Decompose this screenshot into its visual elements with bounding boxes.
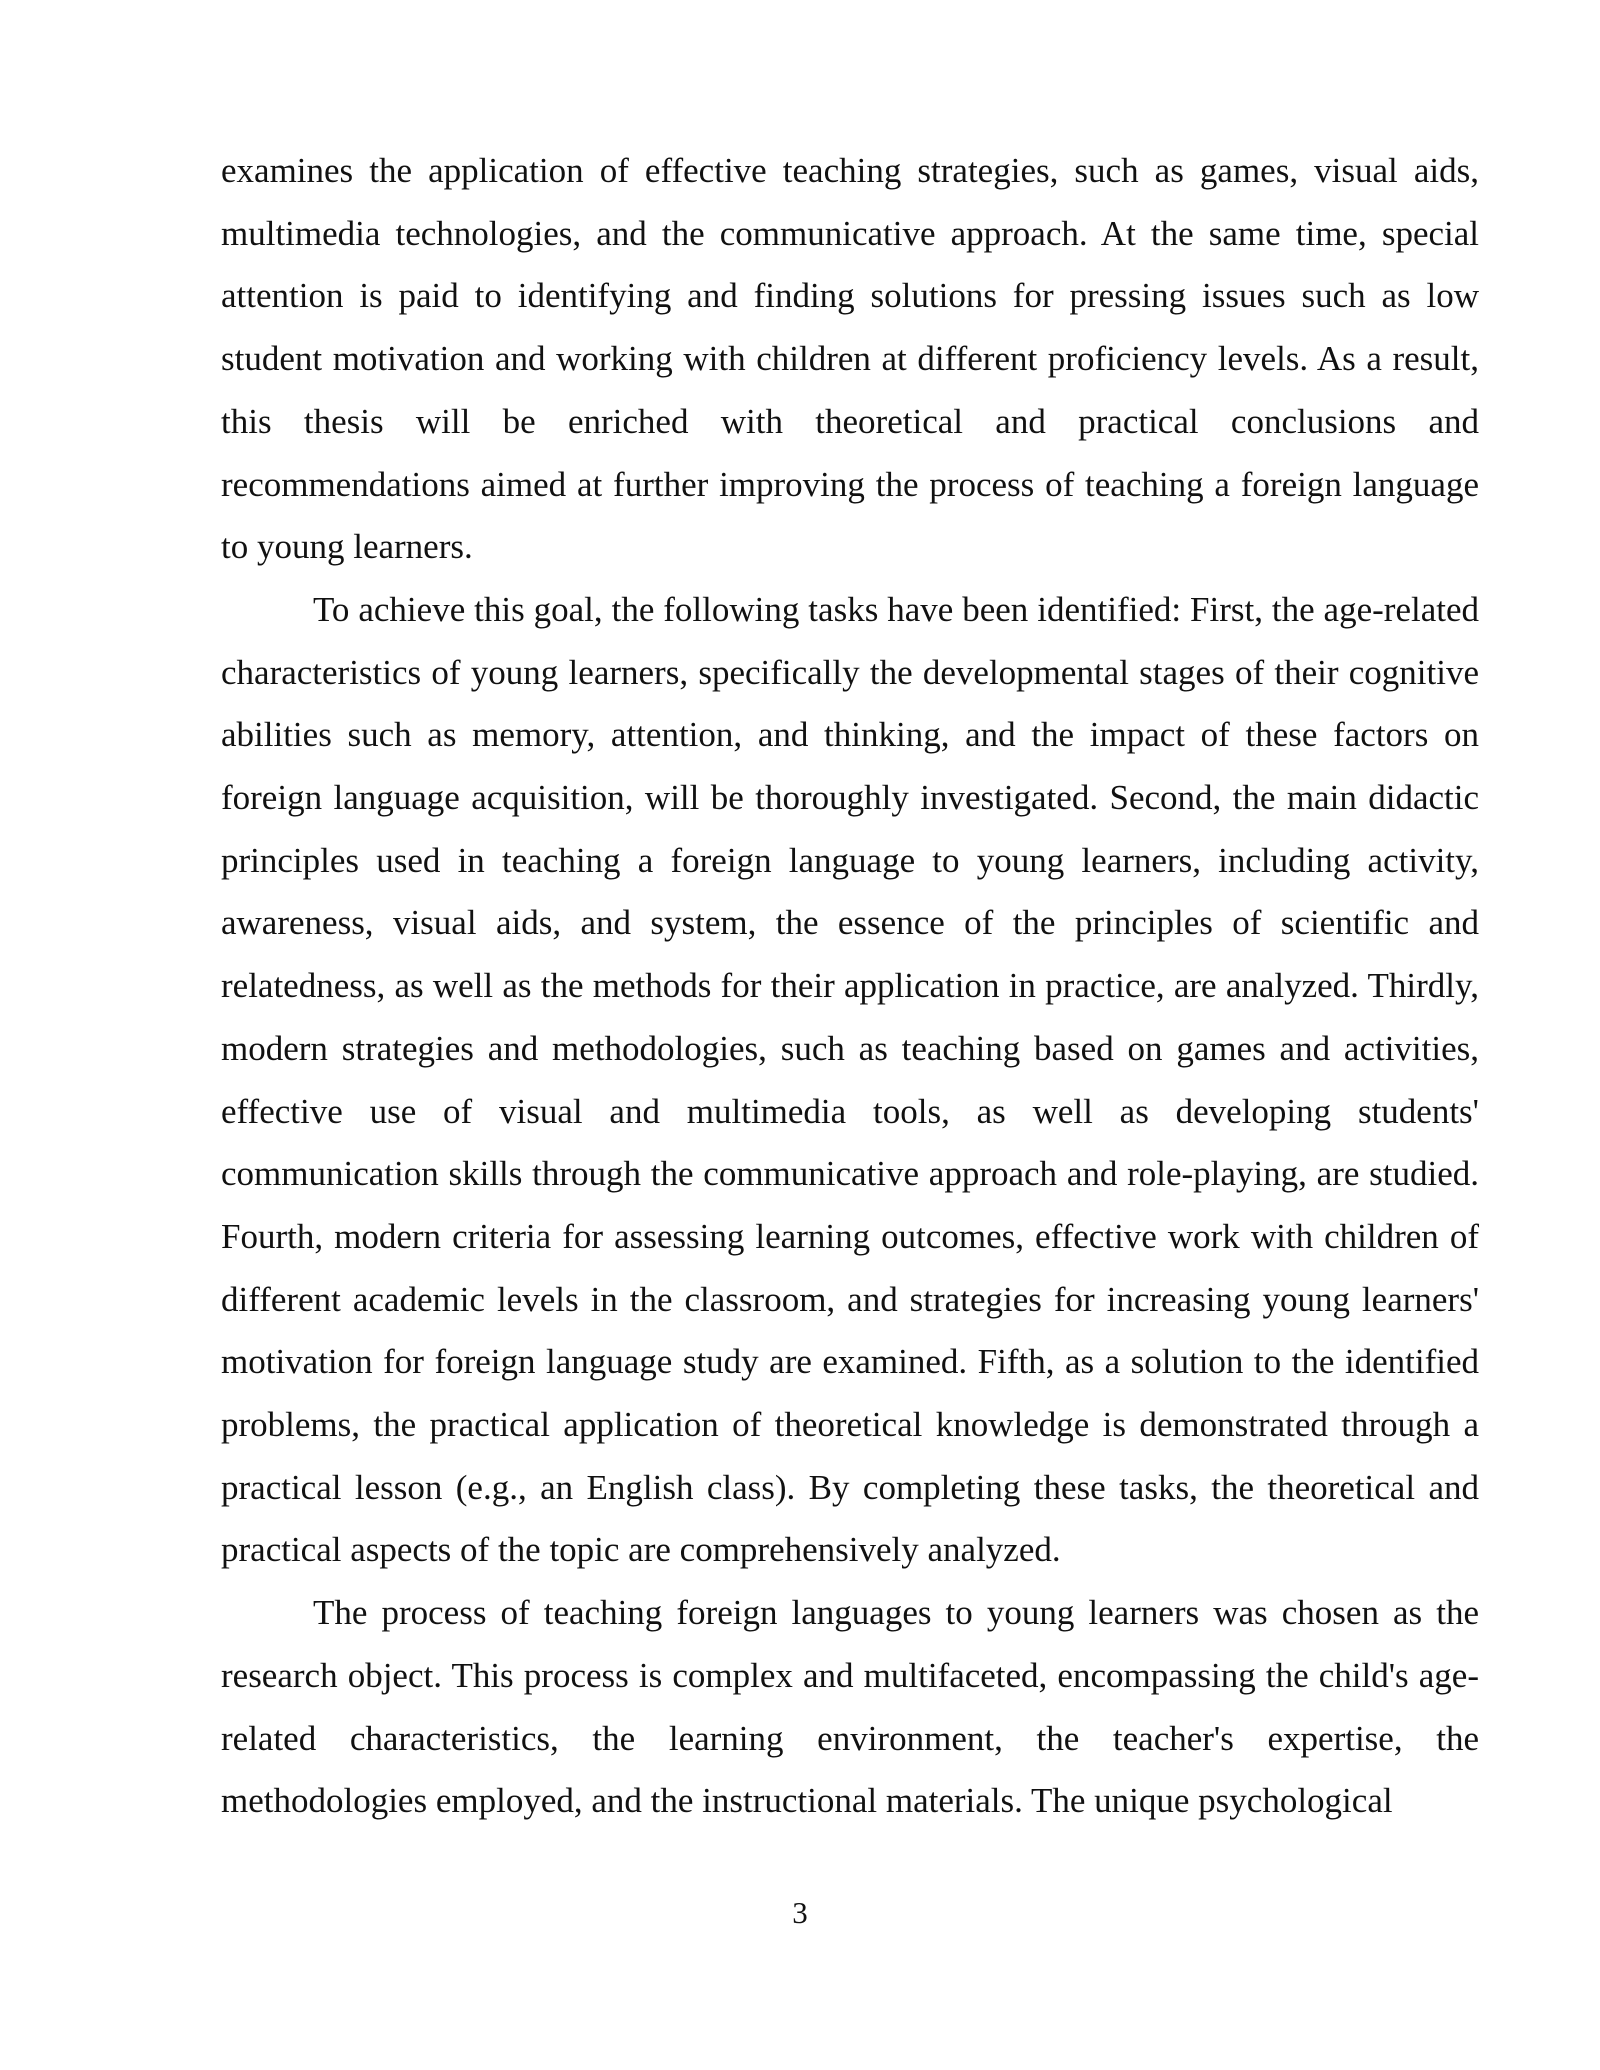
page-number: 3 xyxy=(792,1895,808,1930)
body-text xyxy=(221,140,1479,1833)
paragraph-tasks: To achieve this goal, the following tasks have been identified: First, the age-related characteristics of young learners, specifically the developmental stages of their cognitive abilities such as memory, attention, and thinking, and the impact of these factors on foreign language acquisition, will be thoroughly investigated. Second, the main didactic principles used in teaching a foreign language to young learners, including activity, awareness, visual aids, and system, the essence of the principles of scientific and relatedness, as well as the methods for their application in practice, are analyzed. Thirdly, modern strategies and methodologies, such as teaching based on games and activities, effective use of visual and multimedia tools, as well as developing students' communication skills through the communicative approach and role-playing, are studied. Fourth, modern criteria for assessing learning outcomes, effective work with children of different academic levels in the classroom, and strategies for increasing young learners' motivation for foreign language study are examined. Fifth, as a solution to the identified problems, the practical application of theoretical knowledge is demonstrated through a practical lesson (e.g., an English class). By completing these tasks, the theoretical and practical aspects of the topic are comprehensively analyzed. xyxy=(221,589,1479,1570)
paragraph-continuation: examines the application of effective teaching strategies, such as games, visual aids, multimedia technologies, and the communicative approach. At the same time, special attention is paid to identifying and finding solutions for pressing issues such as low student motivation and working with children at different proficiency levels. As a result, this thesis will be enriched with theoretical and practical conclusions and recommendations aimed at further improving the process of teaching a foreign language to young learners. xyxy=(221,151,1479,567)
paragraph-research-object: The process of teaching foreign languages to young learners was chosen as the research object. This process is complex and multifaceted, encompassing the child's age-related characteristics, the learning environment, the teacher's expertise, the methodologies employed, and the instructional materials. The unique psychological xyxy=(221,1593,1479,1821)
